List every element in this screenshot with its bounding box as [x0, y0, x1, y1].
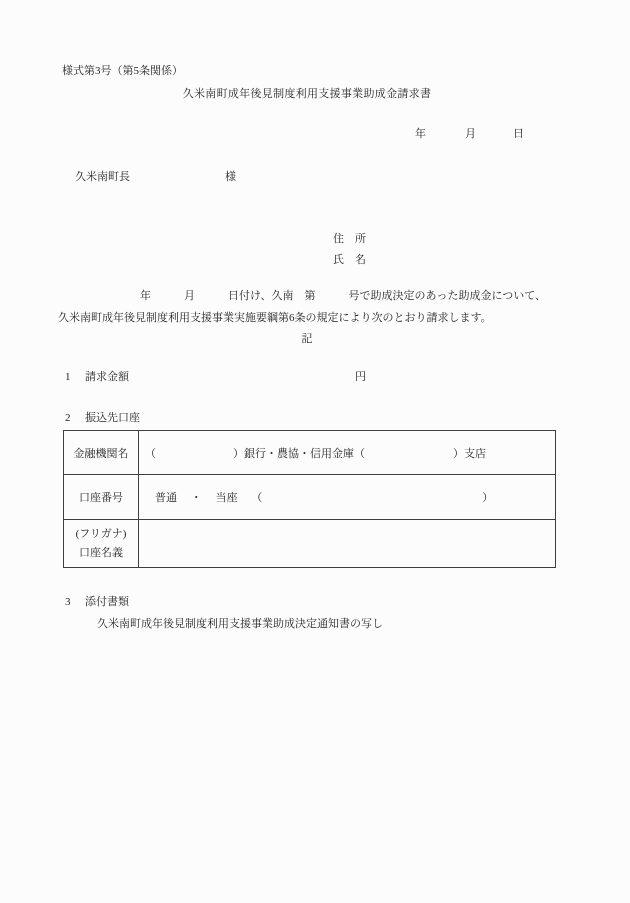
- account-number-row: [64, 475, 556, 520]
- yen-unit-label: 円: [355, 371, 366, 383]
- date-month-label: 月: [465, 128, 476, 140]
- financial-institution-row: [64, 431, 556, 475]
- account-table: [63, 430, 556, 568]
- body-paragraph-line2: 久米南町成年後見制度利用支援事業実施要綱第6条の規定により次のとおり請求します。: [58, 312, 492, 324]
- account-holder-label: 口座名義: [79, 546, 123, 559]
- record-marker: 記: [301, 333, 313, 345]
- financial-institution-value: （ ）銀行・農協・信用金庫（ ）支店: [139, 431, 556, 475]
- body-paragraph-line1: 年 月 日付け、久南 第 号で助成決定のあった助成金について、: [140, 290, 547, 302]
- item-2-number: 2: [65, 412, 71, 424]
- bank-account-section-label: 振込先口座: [85, 412, 140, 424]
- attachment-detail: 久米南町成年後見制度利用支援事業助成決定通知書の写し: [97, 618, 383, 630]
- form-number: 様式第3号（第5条関係）: [62, 65, 183, 77]
- address-label: 住 所: [333, 233, 366, 245]
- addressee-name: 久米南町長: [75, 171, 130, 183]
- name-label: 氏 名: [333, 254, 366, 266]
- item-1-number: 1: [65, 371, 71, 383]
- item-3-number: 3: [65, 596, 71, 608]
- account-holder-label-cell: [64, 520, 139, 568]
- account-number-value: 普通 ・ 当座 （ ）: [139, 475, 556, 520]
- financial-institution-label: 金融機関名: [64, 431, 139, 475]
- date-year-label: 年: [415, 128, 426, 140]
- account-holder-row: [64, 520, 556, 568]
- attached-documents-label: 添付書類: [85, 596, 129, 608]
- account-holder-value: [139, 520, 556, 568]
- document-title: 久米南町成年後見制度利用支援事業助成金請求書: [182, 88, 432, 100]
- date-day-label: 日: [513, 128, 524, 140]
- addressee-honorific: 様: [225, 171, 236, 183]
- account-number-label: 口座番号: [64, 475, 139, 520]
- furigana-label: (フリガナ): [75, 527, 127, 540]
- claim-amount-label: 請求金額: [85, 371, 129, 383]
